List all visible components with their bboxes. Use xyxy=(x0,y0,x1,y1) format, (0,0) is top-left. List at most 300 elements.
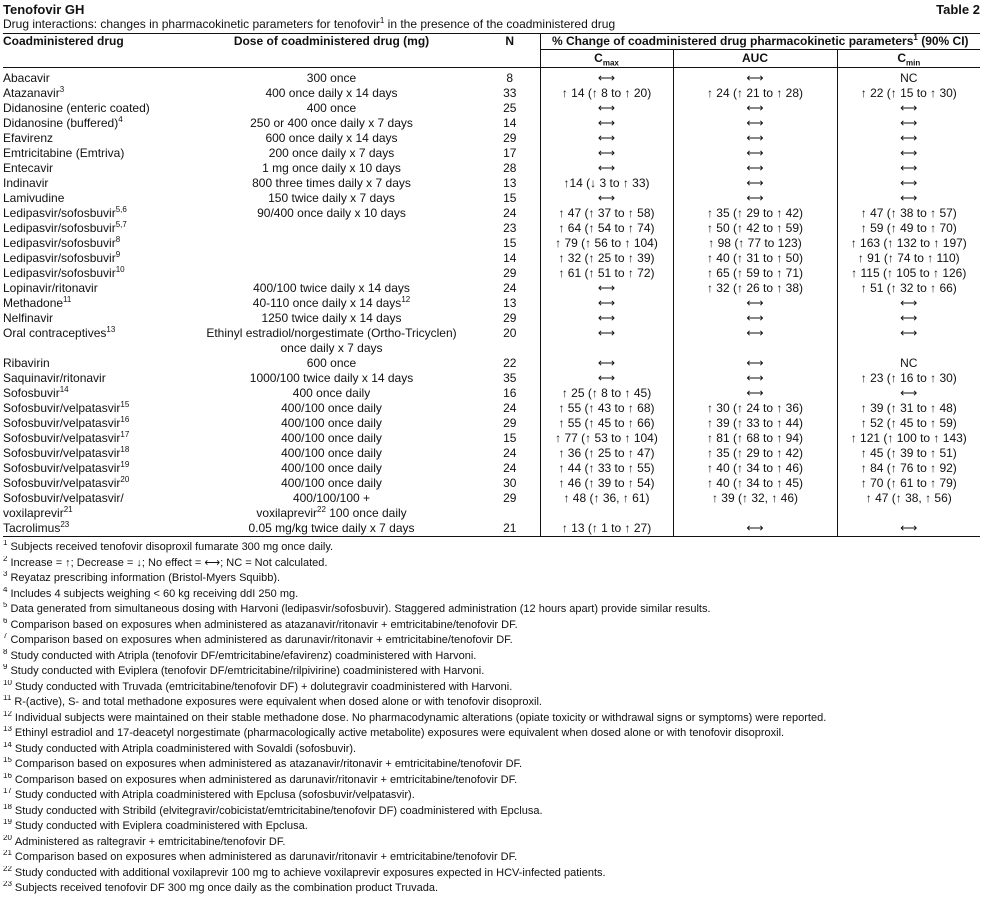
dose-text: 200 once daily x 7 days xyxy=(268,146,395,160)
n-value: 29 xyxy=(503,491,517,505)
dose-text: 1000/100 twice daily x 14 days xyxy=(249,371,414,385)
cell-cmax xyxy=(540,281,673,296)
auc-value: ↑ 39 (↑ 33 to ↑ 44) xyxy=(706,416,804,430)
n-value: 29 xyxy=(503,311,517,325)
cell-cmin xyxy=(837,86,980,101)
cell-cmax xyxy=(540,191,673,206)
dose-text: voxilaprevir xyxy=(256,506,318,520)
cmin-subscript: min xyxy=(905,58,921,68)
auc-value: ↑ 81 (↑ 68 to ↑ 94) xyxy=(706,431,804,445)
dose-text: 400 once xyxy=(306,101,357,115)
drug-name: Efavirenz xyxy=(3,131,54,145)
dose-text: 400/100 once daily xyxy=(281,461,382,475)
footnote-number: 13 xyxy=(3,726,12,734)
drug-footnote-ref: 9 xyxy=(115,251,121,259)
auc-value: ⟷ xyxy=(746,116,764,130)
n-value: 29 xyxy=(503,266,517,280)
footnote-number: 12 xyxy=(3,710,12,718)
table-row xyxy=(3,521,980,537)
footnote-number: 1 xyxy=(3,540,8,548)
cell-auc xyxy=(673,146,837,161)
cell-cmin xyxy=(837,371,980,386)
footnote-text: Increase = ↑; Decrease = ↓; No effect = ⟷; NC = Not calculated. xyxy=(10,556,328,569)
cmax-value: ↑ 48 (↑ 36, ↑ 61) xyxy=(563,491,650,505)
drug-footnote-ref: 20 xyxy=(120,476,130,484)
footnote xyxy=(3,881,980,897)
footnote xyxy=(3,773,980,789)
cell-n xyxy=(480,326,540,341)
cell-drug xyxy=(3,68,183,87)
cell-n xyxy=(480,296,540,311)
table-row xyxy=(3,386,980,401)
cell-dose xyxy=(183,371,480,386)
cmax-value: ↑ 55 (↑ 45 to ↑ 66) xyxy=(558,416,655,430)
footnote xyxy=(3,664,980,680)
n-value: 24 xyxy=(503,281,517,295)
cell-dose xyxy=(183,161,480,176)
drug-name: Sofosbuvir/velpatasvir xyxy=(3,431,121,445)
cell-drug xyxy=(3,431,183,446)
cell-cmax xyxy=(540,491,673,506)
cell-drug xyxy=(3,146,183,161)
footnote-number: 21 xyxy=(3,850,12,858)
col-header-cmax xyxy=(540,50,673,68)
cell-dose xyxy=(183,116,480,131)
cell-n xyxy=(480,101,540,116)
cell-auc xyxy=(673,446,837,461)
cell-cmin xyxy=(837,221,980,236)
col-header-group xyxy=(540,34,980,50)
drug-footnote-ref: 23 xyxy=(60,521,70,529)
drug-footnote-ref: 5,7 xyxy=(115,221,127,229)
cmax-value: ↑ 77 (↑ 53 to ↑ 104) xyxy=(555,431,658,445)
cell-cmin xyxy=(837,281,980,296)
cell-cmax xyxy=(540,521,673,537)
auc-value: ⟷ xyxy=(746,371,764,385)
cell-cmax xyxy=(540,326,673,341)
n-value: 24 xyxy=(503,461,517,475)
drug-name: Ledipasvir/sofosbuvir xyxy=(3,236,116,250)
dose-text: 400/100 once daily xyxy=(281,446,382,460)
cell-auc xyxy=(673,371,837,386)
cmin-value: ↑ 47 (↑ 38 to ↑ 57) xyxy=(860,206,957,220)
cmax-value: ⟷ xyxy=(597,281,616,295)
cell-cmax xyxy=(540,476,673,491)
caption-footnote-ref: 1 xyxy=(379,16,385,25)
cmin-value: ⟷ xyxy=(900,311,918,325)
cell-cmin xyxy=(837,68,980,87)
dose-text: 1250 twice daily x 14 days xyxy=(261,311,402,325)
cell-cmax xyxy=(540,356,673,371)
auc-value: ↑ 98 (↑ 77 to 123) xyxy=(708,236,802,250)
dose-text: 400 once daily x 14 days xyxy=(265,86,398,100)
footnote-text: R-(active), S- and total methadone exposures were equivalent when dosed alone or with tenofovir disoproxil. xyxy=(14,696,542,708)
footnote xyxy=(3,757,980,773)
drug-name: Entecavir xyxy=(3,161,54,175)
drug-name: Emtricitabine (Emtriva) xyxy=(3,146,125,160)
cell-cmin xyxy=(837,521,980,537)
cell-dose xyxy=(183,266,480,281)
drug-name: Sofosbuvir/velpatasvir xyxy=(3,401,121,415)
table-row xyxy=(3,236,980,251)
auc-value: ↑ 40 (↑ 31 to ↑ 50) xyxy=(706,251,804,265)
cell-dose xyxy=(183,491,480,506)
cell-cmin xyxy=(837,311,980,326)
cell-cmax xyxy=(540,131,673,146)
col-header-n: N xyxy=(480,34,540,68)
cmax-value: ⟷ xyxy=(597,371,616,385)
cell-n xyxy=(480,461,540,476)
cell-cmin xyxy=(837,386,980,401)
cell-cmax xyxy=(540,371,673,386)
cell-cmax xyxy=(540,161,673,176)
n-value: 35 xyxy=(503,371,517,385)
n-value: 14 xyxy=(503,116,517,130)
cmax-value: ↑ 79 (↑ 56 to ↑ 104) xyxy=(555,236,658,250)
cell-cmin xyxy=(837,101,980,116)
cell-auc xyxy=(673,431,837,446)
auc-value: ⟷ xyxy=(746,131,764,145)
cell-dose xyxy=(183,251,480,266)
cell-cmin xyxy=(837,341,980,356)
auc-value: ↑ 24 (↑ 21 to ↑ 28) xyxy=(706,86,804,100)
footnote-text: Data generated from simultaneous dosing with Harvoni (ledipasvir/sofosbuvir). Staggered administration (12 hours apart) provide similar results. xyxy=(10,603,711,615)
cmax-value: ⟷ xyxy=(597,116,616,130)
cmin-value: ↑ 51 (↑ 32 to ↑ 66) xyxy=(860,281,957,295)
cell-dose xyxy=(183,86,480,101)
footnote-number: 10 xyxy=(3,679,12,687)
table-row xyxy=(3,431,980,446)
table-caption xyxy=(3,17,980,33)
cell-auc xyxy=(673,311,837,326)
table-row xyxy=(3,206,980,221)
cell-cmin xyxy=(837,356,980,371)
cell-cmax xyxy=(540,311,673,326)
col-header-drug: Coadministered drug xyxy=(3,34,183,68)
cell-dose xyxy=(183,131,480,146)
cell-auc xyxy=(673,401,837,416)
cell-dose xyxy=(183,191,480,206)
footnote xyxy=(3,695,980,711)
n-value: 16 xyxy=(503,386,517,400)
footnote xyxy=(3,618,980,634)
cell-n xyxy=(480,431,540,446)
table-row xyxy=(3,161,980,176)
drug-footnote-ref: 3 xyxy=(59,86,65,94)
footnote-text: Comparison based on exposures when administered as darunavir/ritonavir + emtricitabine/tenofovir DF. xyxy=(14,851,518,863)
cmax-value: ↑14 (↓ 3 to ↑ 33) xyxy=(563,176,650,190)
cmin-value: ⟷ xyxy=(900,296,918,310)
cell-drug xyxy=(3,401,183,416)
footnote-number: 19 xyxy=(3,819,12,827)
table-row xyxy=(3,506,980,521)
col-header-auc: AUC xyxy=(673,50,837,68)
footnote-number: 11 xyxy=(3,695,12,703)
footnote-number: 8 xyxy=(3,648,8,656)
cell-dose xyxy=(183,416,480,431)
drug-footnote-ref: 11 xyxy=(63,296,72,304)
footnote-number: 23 xyxy=(3,881,12,889)
footnote-number: 5 xyxy=(3,602,8,610)
cmax-value: ↑ 25 (↑ 8 to ↑ 45) xyxy=(561,386,652,400)
auc-value: ↑ 35 (↑ 29 to ↑ 42) xyxy=(706,206,804,220)
cmin-value: ↑ 47 (↑ 38, ↑ 56) xyxy=(865,491,952,505)
cell-cmin xyxy=(837,491,980,506)
auc-value: ↑ 39 (↑ 32, ↑ 46) xyxy=(711,491,799,505)
dose-text: 300 once xyxy=(306,71,357,85)
n-value: 24 xyxy=(503,446,517,460)
cell-drug xyxy=(3,281,183,296)
cell-auc xyxy=(673,491,837,506)
cell-n xyxy=(480,371,540,386)
cmin-value: ↑ 163 (↑ 132 to ↑ 197) xyxy=(850,236,967,250)
cmin-value: ↑ 115 (↑ 105 to ↑ 126) xyxy=(851,266,967,280)
table-row xyxy=(3,176,980,191)
n-value: 30 xyxy=(503,476,517,490)
footnote-text: Includes 4 subjects weighing < 60 kg receiving ddI 250 mg. xyxy=(10,587,299,600)
footnote-text: Ethinyl estradiol and 17-deacetyl norgestimate (pharmacologically active metabolite) exposures were equivalent when dosed alone or with tenofovir disoproxil. xyxy=(14,727,785,739)
cell-dose xyxy=(183,101,480,116)
cell-drug xyxy=(3,326,183,341)
cell-cmax xyxy=(540,446,673,461)
cell-cmax xyxy=(540,266,673,281)
n-value: 15 xyxy=(503,431,517,445)
cmax-value: ↑ 14 (↑ 8 to ↑ 20) xyxy=(561,86,652,100)
cell-auc xyxy=(673,176,837,191)
dose-text: 400/100 once daily xyxy=(281,476,382,490)
cell-cmax xyxy=(540,296,673,311)
cell-drug xyxy=(3,236,183,251)
footnote-number: 18 xyxy=(3,803,12,811)
cell-drug xyxy=(3,521,183,537)
footnote xyxy=(3,835,980,851)
footnote xyxy=(3,711,980,727)
cmax-value: ↑ 55 (↑ 43 to ↑ 68) xyxy=(558,401,655,415)
cmax-value: ↑ 47 (↑ 37 to ↑ 58) xyxy=(558,206,655,220)
cell-auc xyxy=(673,86,837,101)
cell-auc xyxy=(673,101,837,116)
n-value: 29 xyxy=(503,131,517,145)
n-value: 29 xyxy=(503,416,517,430)
cell-n xyxy=(480,356,540,371)
footnote-text: Subjects received tenofovir DF 300 mg once daily as the combination product Truvada. xyxy=(14,882,439,894)
cmin-letter: C xyxy=(897,51,906,65)
table-row xyxy=(3,68,980,87)
cell-drug xyxy=(3,101,183,116)
cell-auc xyxy=(673,221,837,236)
footnote-number: 17 xyxy=(3,788,12,796)
cell-auc xyxy=(673,506,837,521)
cell-n xyxy=(480,311,540,326)
table-row xyxy=(3,191,980,206)
cell-drug xyxy=(3,371,183,386)
cell-dose xyxy=(183,146,480,161)
cmin-value: ↑ 59 (↑ 49 to ↑ 70) xyxy=(860,221,957,235)
cell-auc xyxy=(673,326,837,341)
dose-text: 0.05 mg/kg twice daily x 7 days xyxy=(248,521,415,535)
cell-n xyxy=(480,506,540,521)
table-row xyxy=(3,266,980,281)
cell-n xyxy=(480,251,540,266)
cell-drug xyxy=(3,386,183,401)
cmin-value: ⟷ xyxy=(900,386,918,400)
auc-value: ⟷ xyxy=(746,191,764,205)
dose-text: 400/100 once daily xyxy=(281,401,382,415)
dose-text: 400/100 twice daily x 14 days xyxy=(253,281,410,295)
footnote xyxy=(3,804,980,820)
cell-drug xyxy=(3,461,183,476)
dose-footnote-ref: 12 xyxy=(401,296,411,304)
cmax-subscript: max xyxy=(602,58,619,68)
cmax-value: ↑ 46 (↑ 39 to ↑ 54) xyxy=(558,476,655,490)
cmax-value: ⟷ xyxy=(597,71,616,85)
dose-text-end: 100 once daily xyxy=(325,506,407,520)
cell-n xyxy=(480,341,540,356)
footnote xyxy=(3,726,980,742)
cmin-value: ↑ 45 (↑ 39 to ↑ 51) xyxy=(860,446,957,460)
cell-cmax xyxy=(540,68,673,87)
footnote-number: 7 xyxy=(3,633,8,641)
footnote-number: 20 xyxy=(3,834,12,842)
cell-cmin xyxy=(837,146,980,161)
cmin-value: ⟷ xyxy=(900,131,918,145)
footnote-number: 22 xyxy=(3,865,12,873)
cell-drug xyxy=(3,116,183,131)
dose-text: 150 twice daily x 7 days xyxy=(268,191,395,205)
drug-name: Methadone xyxy=(3,296,64,310)
cell-auc xyxy=(673,116,837,131)
cell-n xyxy=(480,131,540,146)
n-value: 20 xyxy=(503,326,517,340)
footnote-text: Study conducted with additional voxilaprevir 100 mg to achieve voxilaprevir exposures expected in HCV-infected patients. xyxy=(14,866,606,879)
footnote-text: Individual subjects were maintained on their stable methadone dose. No pharmacodynamic alterations (opiate toxicity or withdrawal signs or symptoms) were reported. xyxy=(14,711,827,724)
footnote xyxy=(3,649,980,665)
cell-n xyxy=(480,191,540,206)
cell-auc xyxy=(673,521,837,537)
cmax-value: ↑ 64 (↑ 54 to ↑ 74) xyxy=(558,221,655,235)
col-header-group-ref: 1 xyxy=(913,33,918,42)
drug-name: Oral contraceptives xyxy=(3,326,107,340)
dose-text: 400/100/100 + xyxy=(292,491,371,505)
auc-value: ↑ 65 (↑ 59 to ↑ 71) xyxy=(706,266,804,280)
auc-value: ⟷ xyxy=(746,521,764,535)
drug-name: voxilaprevir xyxy=(3,506,64,520)
cmax-value: ⟷ xyxy=(597,161,616,175)
cell-auc xyxy=(673,206,837,221)
footnote-text: Study conducted with Stribild (elvitegravir/cobicistat/emtricitabine/tenofovir DF) coadministered with Epclusa. xyxy=(14,804,543,817)
cmax-value: ⟷ xyxy=(597,356,616,370)
interaction-table xyxy=(3,33,980,537)
drug-footnote-ref: 8 xyxy=(115,236,121,244)
drug-name: Ledipasvir/sofosbuvir xyxy=(3,206,116,220)
title-bar xyxy=(3,2,980,17)
drug-name: Indinavir xyxy=(3,176,49,190)
cell-drug xyxy=(3,476,183,491)
footnote-number: 15 xyxy=(3,757,12,765)
cell-cmin xyxy=(837,326,980,341)
cell-dose xyxy=(183,221,480,236)
cell-dose xyxy=(183,461,480,476)
footnote-number: 6 xyxy=(3,617,8,625)
drug-footnote-ref: 18 xyxy=(120,446,130,454)
cell-dose xyxy=(183,356,480,371)
cmin-value: ↑ 52 (↑ 45 to ↑ 59) xyxy=(860,416,957,430)
cmin-value: ↑ 70 (↑ 61 to ↑ 79) xyxy=(860,476,957,490)
n-value: 13 xyxy=(503,176,517,190)
auc-value: ↑ 40 (↑ 34 to ↑ 46) xyxy=(706,461,804,475)
footnote xyxy=(3,866,980,882)
dose-text: 400 once daily xyxy=(292,386,371,400)
cell-cmin xyxy=(837,116,980,131)
footnote-text: Subjects received tenofovir disoproxil fumarate 300 mg once daily. xyxy=(10,541,334,553)
auc-value: ↑ 32 (↑ 26 to ↑ 38) xyxy=(706,281,804,295)
cmin-value: ↑ 23 (↑ 16 to ↑ 30) xyxy=(860,371,957,385)
n-value: 24 xyxy=(503,401,517,415)
cell-cmax xyxy=(540,341,673,356)
cmax-value: ⟷ xyxy=(597,101,616,115)
cell-n xyxy=(480,281,540,296)
col-header-dose: Dose of coadministered drug (mg) xyxy=(183,34,480,68)
n-value: 15 xyxy=(503,236,517,250)
cmax-letter: C xyxy=(594,51,603,65)
table-row xyxy=(3,131,980,146)
cell-n xyxy=(480,116,540,131)
cmax-value: ↑ 61 (↑ 51 to ↑ 72) xyxy=(558,266,655,280)
drug-footnote-ref: 19 xyxy=(120,461,130,469)
cell-n xyxy=(480,206,540,221)
auc-value: ⟷ xyxy=(746,101,764,115)
col-header-group-ci: (90% CI) xyxy=(917,34,969,48)
cell-auc xyxy=(673,341,837,356)
cell-auc xyxy=(673,296,837,311)
cell-cmax xyxy=(540,101,673,116)
cell-n xyxy=(480,386,540,401)
auc-value: ⟷ xyxy=(746,326,764,340)
drug-name: Ledipasvir/sofosbuvir xyxy=(3,251,116,265)
dose-footnote-ref: 22 xyxy=(317,506,326,514)
footnote-text: Study conducted with Eviplera (tenofovir DF/emtricitabine/rilpivirine) coadministered with Harvoni. xyxy=(10,665,485,677)
n-value: 22 xyxy=(503,356,517,370)
cell-cmax xyxy=(540,251,673,266)
cell-cmax xyxy=(540,431,673,446)
auc-value: ⟷ xyxy=(746,176,764,190)
cmax-value: ⟷ xyxy=(597,326,616,340)
drug-name: Sofosbuvir/velpatasvir xyxy=(3,461,121,475)
cell-dose xyxy=(183,236,480,251)
table-row xyxy=(3,461,980,476)
drug-name: Didanosine (enteric coated) xyxy=(3,101,150,115)
table-label: Table 2 xyxy=(936,2,980,17)
cell-drug xyxy=(3,506,183,521)
footnote-text: Reyataz prescribing information (Bristol-Myers Squibb). xyxy=(10,572,281,584)
cell-cmax xyxy=(540,176,673,191)
auc-value: ⟷ xyxy=(746,296,764,310)
drug-name: Lopinavir/ritonavir xyxy=(3,281,98,295)
cell-dose xyxy=(183,206,480,221)
footnote xyxy=(3,742,980,758)
table-row xyxy=(3,446,980,461)
table-row xyxy=(3,491,980,506)
footnote-text: Comparison based on exposures when administered as atazanavir/ritonavir + emtricitabine/tenofovir DF. xyxy=(10,618,518,631)
footnote-number: 2 xyxy=(3,555,8,563)
footnote xyxy=(3,571,980,587)
table-body xyxy=(3,68,980,537)
cell-cmin xyxy=(837,236,980,251)
cell-cmin xyxy=(837,296,980,311)
cell-drug xyxy=(3,251,183,266)
n-value: 33 xyxy=(503,86,517,100)
drug-footnote-ref: 21 xyxy=(63,506,73,514)
